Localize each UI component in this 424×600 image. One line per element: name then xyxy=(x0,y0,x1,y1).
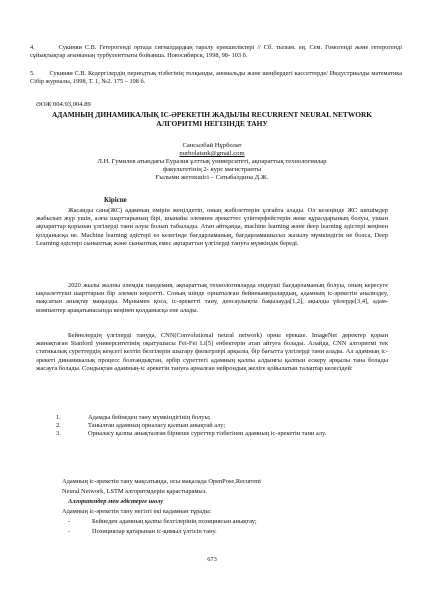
steps-intro: Адамның іс-әрекетін тану негізгі екі кадамнан тұрады: xyxy=(62,508,212,515)
item-number: 3. xyxy=(56,430,61,437)
dash-bullet: - xyxy=(68,528,71,535)
item-number: 1. xyxy=(56,414,61,421)
dash-item-text: Позициялар қатарынан іс-қимыл үлгісін тану. xyxy=(92,528,217,535)
supervisor-line: Ғылыми жетекшісі – Сатыбалдина Д.Ж. xyxy=(155,174,269,181)
reference-5: 5. Сукиняи С.В. Кедергілердің периодтық тізбегінің толқынды, аномальды және шеңбердегі кассеттерде/ Индустриалды математика Сібір журналы, 1998, Т. 1, №2. 175 – 198 б. xyxy=(30,70,402,85)
dash-bullet: - xyxy=(68,518,71,525)
dash-item-text: Бейнеден адамның қалпы белгілерінің позициясын анықтау; xyxy=(92,518,257,525)
page-number: 673 xyxy=(207,556,217,563)
numbered-item-2 xyxy=(56,422,388,430)
author-name: Сансызбай Нұрболат xyxy=(182,142,242,149)
numbered-item-3 xyxy=(56,430,388,438)
numbered-item-1 xyxy=(56,414,388,422)
paragraph-1: Жасанды сана(ЖС) адамның өмірін жеңілдетіп, оның жәбілеттерін ұлғайта алады. Ол кезеңінде ЖС шешімдер жабылып жүр ушін, алғы шарттарының бірі, шынайы әлемнен әрекеттес үзінтерфейстерін жеке құралдарының болуы, ушын ақпараттар қорынан үлгілерді тани алуы болып табылады. Атап айтқанда, machine learning және deep learning әдістері кеңінен қолданысқа не. Machine learning әдістері өз кезегінде бағдарламаның, бағдарламашысыз жазылу мүмкіндігін не болса, Deep Learning әдістері сыныптық және сыныптық емес ақпараттан үлгілерді тануға мүмкіндік береді. xyxy=(36,207,388,247)
udc-code: ӘОЖ 004.93,004.89 xyxy=(36,101,91,108)
intro-heading: Кіріспе xyxy=(104,197,127,204)
item-text: Адамды бейнеден тану мүмкіндігінің болуы; xyxy=(88,414,211,421)
closing-line-2: Neural Network, LSTM алгоритмдерін қарастырамыз. xyxy=(62,488,207,495)
section-subheading: Алгоритмдер мен әдістерге шолу xyxy=(68,498,164,505)
dash-item-1 xyxy=(68,518,257,526)
author-affiliation-2: факультетінің 2- курс магистранты xyxy=(162,166,262,173)
author-affiliation-1: Л.Н. Гумилев атындағы Еуразия ұлттық университеті, ақпараттық технологиялар xyxy=(97,158,327,165)
item-text: Танылған адамның орналасу қалпын анықтай алу; xyxy=(88,422,226,429)
item-text: Орналасу қалпы анықталған бірнеше суреттер тізбегінен адамның іс-әрекетін тани алу. xyxy=(88,430,327,437)
paper-title: АДАМНЫҢ ДИНАМИКАЛЫҚ ІС-ӘРЕКЕТІН ЖАДЫЛЫ RECURRENT NEURAL NETWORK АЛГОРИТМІ НЕГІЗІНДЕ ТАНУ xyxy=(51,110,373,128)
reference-4: 4. Сукиняи С.В. Гетерогенді ортада сигналдардың таралу ерекшеліктері // Сб. тылым. ең. Сем. Гомогенді және гетерогенді сұйықтықтар ағынының турбуленттығы бойынша. Новосибирск, 1998, 98- 103 б. xyxy=(30,44,402,59)
closing-line-1: Адамның іс-әрекетін тану мақсатында, осы мақалада OpenPose,Recurrent xyxy=(62,478,262,485)
paragraph-3: Бейнелердің үлгілерді тануда, CNN(Convolutional neural network) орны ерекше. ImageNet деректер қорын жинақтаған Stanford университетінің оқытушысы Fei-Fei Li[5] енбектерін атап айтуға болады. Алайда, CNN алгоритмі тек статикалық суреттердің кеңсегі келтіп белгілерін шыгару фильтрлері арқылы, бір бағытта үлгілерді тани алады. Ал адамның іс-әрекеті динамикалық процесс болғандықтан, әрбір суреттегі адамның қалпы алдынғы қалпын ескеру арқылы тана болады жасауға болады. Сондықтан адамның-іс әрекетін тануға арналған нейрондық желіге қойылатын талаптар келесідей: xyxy=(36,332,388,372)
dash-item-2 xyxy=(68,528,217,536)
paragraph-2: 2020 жылы жалпы әлемдік пандемия, ақпараттық технологияларда ендеуші бағдарламаның болуы, оның кересуге ықпалеттуші шарттарын бір әлемен көрсетті. Соның шінде орнатылған бейнекамералардың, адамның іс-әрекетін анализдеу, мақсатын анықтау маңызды. Мұнымен қоса, іс-әрекетті тану, денсаулықты бақылауда[1,2], ақылды үйлерде[3,4], адам-компьютер арақатынасында кеңінен қолданысқа ене алады. xyxy=(36,282,388,314)
item-number: 2. xyxy=(56,422,61,429)
author-email-link[interactable]: nurbolatsnk@gmail.com xyxy=(179,150,245,157)
